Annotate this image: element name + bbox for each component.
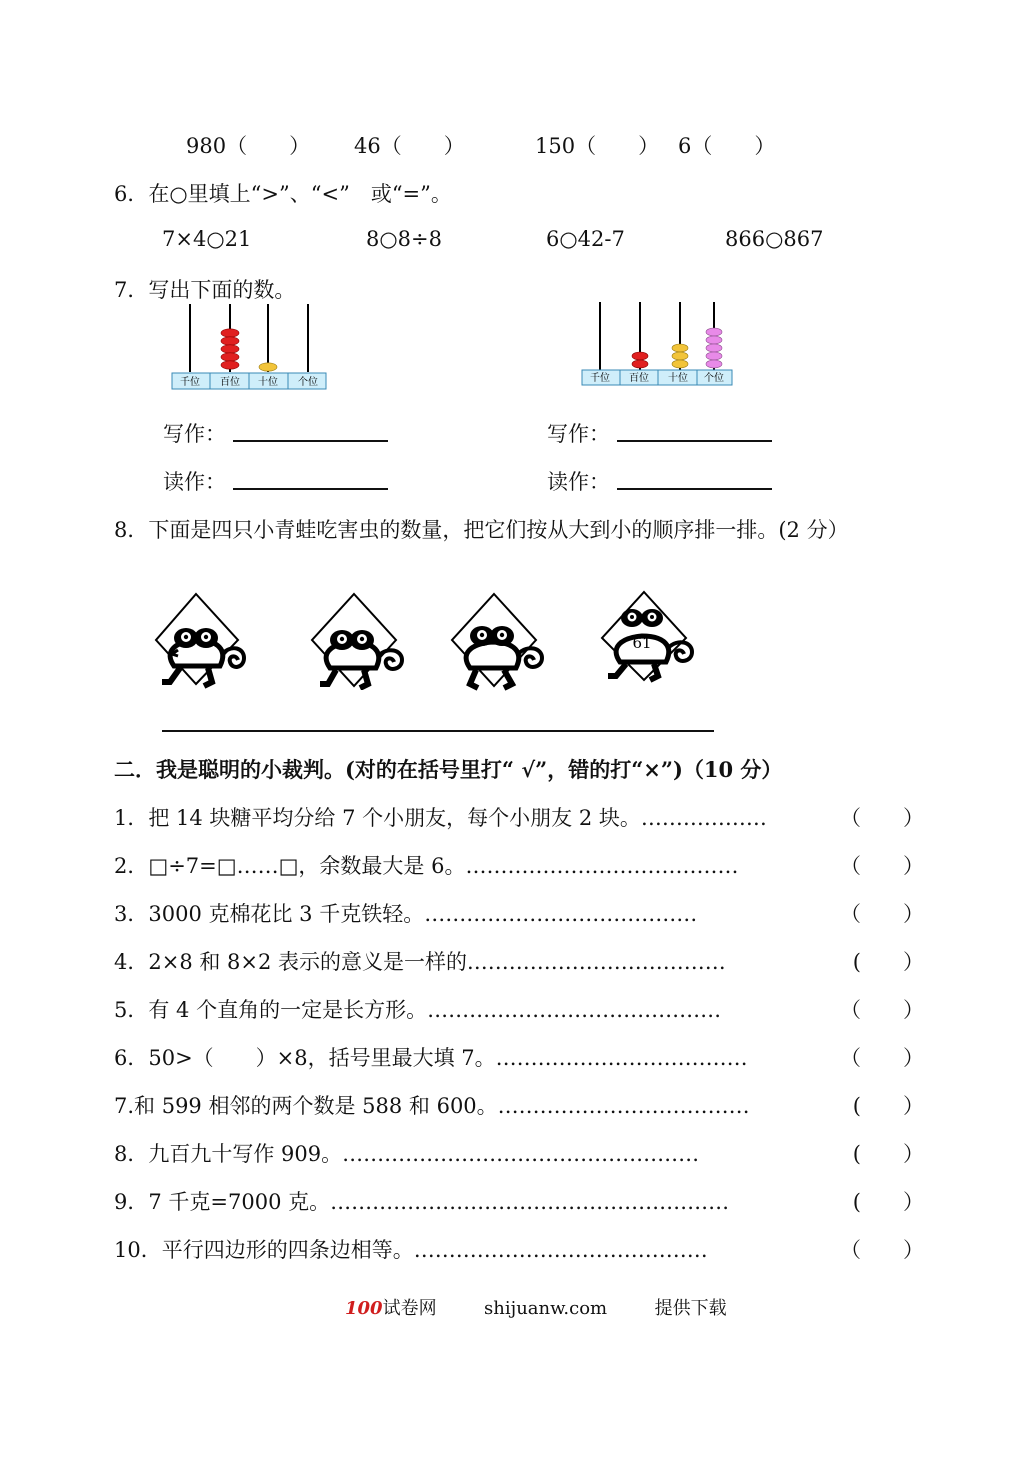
- frog-icon-1: [150, 590, 250, 690]
- judge-item-10-answer[interactable]: （ ）: [840, 1238, 924, 1262]
- q7-left-write-label: 写作：: [163, 422, 226, 446]
- q7-right-write-blank[interactable]: [617, 440, 772, 442]
- abacus-right: [580, 298, 736, 390]
- abacus-right-ones-beads: [706, 328, 722, 368]
- footer-tagline: 提供下载: [654, 1298, 727, 1319]
- q6-item-3: 6○42-7: [546, 227, 625, 251]
- q7-left-read-blank[interactable]: [233, 488, 388, 490]
- judge-item-9-answer[interactable]: ( ）: [852, 1190, 924, 1214]
- judge-item-3: [114, 898, 924, 928]
- abacus-right-tens-beads: [672, 344, 688, 368]
- abacus-left-rods: [190, 304, 308, 372]
- q6-item-2: 8○8÷8: [366, 227, 443, 251]
- q6-item-4: 866○867: [725, 227, 824, 251]
- abacus-left: [170, 300, 330, 392]
- judge-item-6: [114, 1042, 924, 1072]
- q5-item-4: 6（ ）: [678, 134, 776, 158]
- frog-4-number: 61: [632, 634, 652, 652]
- abacus-right-label-tens: 十位: [668, 373, 688, 384]
- judge-item-5: [114, 994, 924, 1024]
- abacus-left-tens-beads: [259, 363, 277, 371]
- q6-item-1: 7×4○21: [162, 227, 252, 251]
- judge-item-7-answer[interactable]: ( ）: [852, 1094, 924, 1118]
- section2-title: 二．我是聪明的小裁判。(对的在括号里打“ √”，错的打“×”)（10 分）: [114, 757, 783, 782]
- judge-item-2-answer[interactable]: （ ）: [840, 854, 924, 878]
- frog-icon-4: [594, 588, 704, 688]
- abacus-left-hundreds-beads: [221, 329, 239, 369]
- judge-item-10: [114, 1234, 924, 1264]
- judge-item-3-text: 3．3000 克棉花比 3 千克铁轻。…………………………………: [114, 902, 698, 926]
- abacus-right-label-hundreds: 百位: [629, 373, 649, 384]
- frog-icon-2: [302, 590, 412, 690]
- judge-item-4-answer[interactable]: ( ）: [852, 950, 924, 974]
- judge-item-5-answer[interactable]: （ ）: [840, 998, 924, 1022]
- judge-item-2-text: 2．□÷7=□……□，余数最大是 6。…………………………………: [114, 854, 739, 878]
- q7-left-read-label: 读作：: [163, 470, 226, 494]
- q7-right-read-label: 读作：: [547, 470, 610, 494]
- q8-title: 8．下面是四只小青蛙吃害虫的数量，把它们按从大到小的顺序排一排。(2 分）: [114, 518, 849, 542]
- judge-item-8-text: 8．九百九十写作 909。……………………………………………: [114, 1142, 700, 1166]
- judge-item-1-text: 1．把 14 块糖平均分给 7 个小朋友，每个小朋友 2 块。………………: [114, 806, 767, 830]
- judge-item-5-text: 5．有 4 个直角的一定是长方形。……………………………………: [114, 998, 722, 1022]
- abacus-left-label-thousands: 千位: [180, 377, 200, 388]
- judge-item-9-text: 9．7 千克=7000 克。…………………………………………………: [114, 1190, 730, 1214]
- judge-item-6-answer[interactable]: （ ）: [840, 1046, 924, 1070]
- q5-item-3: 150（ ）: [535, 134, 660, 158]
- judge-item-8-answer[interactable]: ( ）: [852, 1142, 924, 1166]
- judge-item-9: [114, 1186, 924, 1216]
- abacus-left-label-hundreds: 百位: [220, 377, 240, 388]
- q5-item-1: 980（ ）: [186, 134, 311, 158]
- q7-right-read-blank[interactable]: [617, 488, 772, 490]
- judge-item-4-text: 4．2×8 和 8×2 表示的意义是一样的.………………………………: [114, 950, 726, 974]
- abacus-right-label-thousands: 千位: [590, 373, 610, 384]
- q7-title: 7．写出下面的数。: [114, 278, 296, 302]
- site-logo: 100: [345, 1298, 383, 1319]
- site-name: 试卷网: [382, 1298, 437, 1319]
- q8-answer-blank[interactable]: [162, 730, 714, 732]
- judge-item-3-answer[interactable]: （ ）: [840, 902, 924, 926]
- q7-right-write-label: 写作：: [547, 422, 610, 446]
- q7-left-write-blank[interactable]: [233, 440, 388, 442]
- abacus-left-label-ones: 个位: [298, 377, 318, 388]
- judge-item-6-text: 6．50>（ ）×8，括号里最大填 7。………………………………: [114, 1046, 748, 1070]
- abacus-right-hundreds-beads: [632, 352, 648, 368]
- abacus-right-rods: [600, 302, 714, 370]
- judge-item-10-text: 10．平行四边形的四条边相等。……………………………………: [114, 1238, 708, 1262]
- judge-item-2: [114, 850, 924, 880]
- judge-item-7: [114, 1090, 924, 1120]
- judge-item-8: [114, 1138, 924, 1168]
- abacus-left-label-tens: 十位: [258, 377, 278, 388]
- abacus-right-label-ones: 个位: [704, 373, 724, 384]
- footer: [345, 1294, 727, 1320]
- frog-icon-3: [444, 592, 550, 692]
- judge-item-1: [114, 802, 924, 832]
- site-url[interactable]: shijuanw.com: [484, 1298, 608, 1319]
- q5-item-2: 46（ ）: [354, 134, 465, 158]
- q6-title: 6．在○里填上“>”、“<” 或“=”。: [114, 182, 452, 206]
- judge-item-7-text: 7.和 599 相邻的两个数是 588 和 600。………………………………: [114, 1094, 750, 1118]
- judge-item-1-answer[interactable]: （ ）: [840, 806, 924, 830]
- judge-item-4: [114, 946, 924, 976]
